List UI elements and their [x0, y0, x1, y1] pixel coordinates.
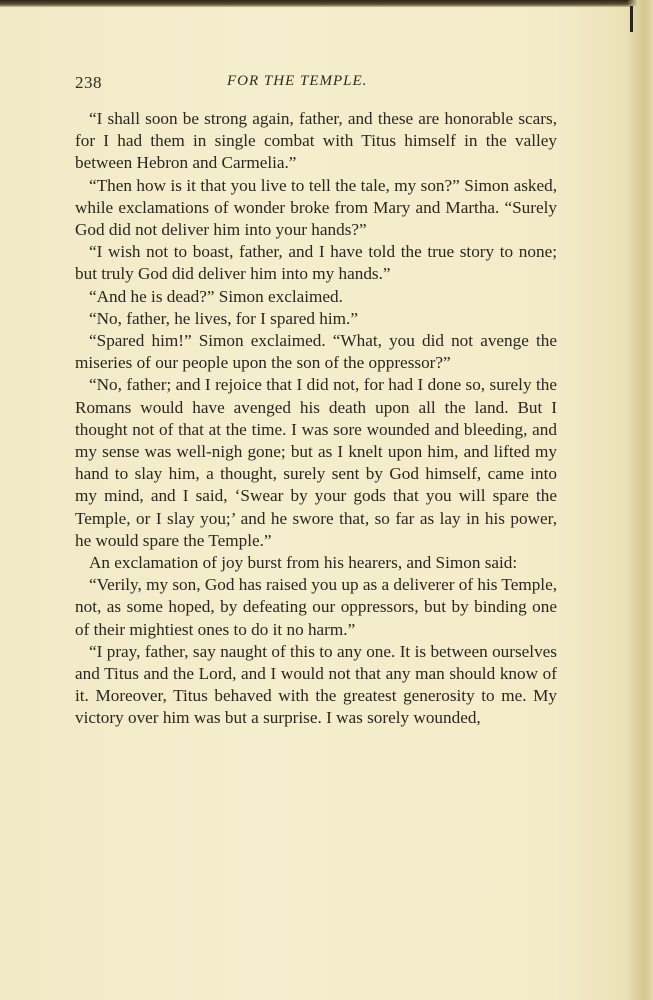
- paragraph: “Then how is it that you live to tell the tale, my son?” Simon asked, while exclamations of wonder broke from Mary and Martha. “Surely God did not deliver him into your hands?”: [75, 175, 557, 240]
- paragraph: “Verily, my son, God has raised you up as a deliverer of his Temple, not, as some hoped, by defeating our oppressors, but by binding one of their mightiest ones to do it no harm.”: [75, 575, 557, 639]
- page-number: 238: [75, 73, 102, 92]
- paragraph: “No, father, he lives, for I spared him.”: [89, 308, 358, 328]
- paragraph: “I wish not to boast, father, and I have told the true story to none; but truly God did deliver him into my hands.”: [75, 242, 557, 284]
- paragraph: An exclamation of joy burst from his hearers, and Simon said:: [89, 553, 518, 573]
- paragraph: “No, father; and I rejoice that I did not, for had I done so, surely the Romans would have avenged his death upon all the land. But I thought not of that at the time. I was sore wounded and bleeding, and my sense was well-nigh gone; but as I knelt upon him, and lifted my hand to slay him, a thought, surely sent by God himself, came into my mind, and I said, ‘Swear by your gods that you will spare the Temple, or I slay you;’ and he swore that, so far as lay in his power, he would spare the Temple.”: [75, 375, 557, 550]
- paragraph: “I shall soon be strong again, father, and these are honorable scars, for I had them in single combat with Titus himself in the valley between Hebron and Carmelia.”: [75, 109, 557, 173]
- paragraph: “I pray, father, say naught of this to any one. It is between ourselves and Titus and the Lord, and I would not that any man should know of it. Moreover, Titus behaved with the greatest generosity to me. My victory over him was but a surprise. I was sorely wounded,: [75, 641, 557, 728]
- page-binding-edge: [627, 0, 653, 1000]
- edge-mark: [630, 6, 633, 32]
- body-text: [75, 108, 557, 730]
- top-page-edge: [0, 0, 653, 7]
- paragraph: “Spared him!” Simon exclaimed. “What, you did not avenge the miseries of our people upon the son of the oppressor?”: [75, 331, 557, 373]
- paragraph: “And he is dead?” Simon exclaimed.: [89, 286, 343, 306]
- running-head: FOR THE TEMPLE.: [227, 73, 368, 89]
- page-header: [75, 73, 555, 95]
